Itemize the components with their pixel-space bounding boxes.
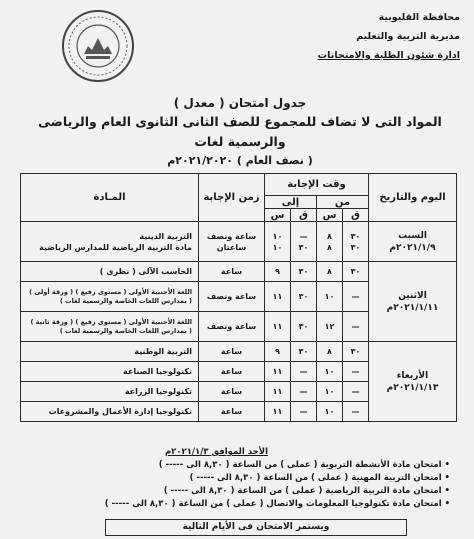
- day-date: ٢٠٢١/١/١٣م: [386, 382, 439, 393]
- to-minute: —: [291, 382, 317, 402]
- to-hour: ١١: [265, 402, 291, 422]
- to-hour: ١٠: [272, 242, 283, 252]
- title-line-3: ( نصف العام ) ٢٠٢١/٢٠٢٠م: [167, 154, 313, 167]
- ministry-header: [290, 8, 460, 65]
- to-minute: —: [291, 402, 317, 422]
- governorate-label: محافظة القليوبية: [378, 12, 460, 23]
- to-hour: ١١: [265, 312, 291, 342]
- col-header-from: من: [317, 196, 369, 209]
- from-hour: ٨: [327, 242, 332, 252]
- to-minute-cell: [291, 222, 317, 262]
- to-minute: —: [299, 231, 308, 241]
- table-row: [21, 222, 457, 262]
- to-hour: ١٠: [272, 231, 283, 241]
- col-header-to-minute: ق: [291, 209, 317, 222]
- col-header-to-hour: س: [265, 209, 291, 222]
- table-row: [21, 262, 457, 282]
- from-hour: ١٠: [317, 402, 343, 422]
- col-header-from-minute: ق: [343, 209, 369, 222]
- subject: الحاسب الآلى ( نظرى ): [99, 267, 192, 276]
- subject-cell: [21, 402, 199, 422]
- to-minute: ٣٠: [291, 312, 317, 342]
- to-hour: ٩: [265, 342, 291, 362]
- from-hour: ١٢: [317, 312, 343, 342]
- subject: التربية الدينية: [139, 231, 192, 241]
- col-header-to: إلى: [265, 196, 317, 209]
- subject-note: ( بمدارس اللغات الخاصة والرسمية لغات ): [59, 296, 192, 305]
- subject-cell: [21, 312, 199, 342]
- from-minute: ٣٠: [343, 342, 369, 362]
- from-minute-cell: [343, 222, 369, 262]
- subject: اللغة الأجنبية الأولى ( مستوى رفيع ) ( ورقة أولى ): [29, 287, 192, 296]
- from-minute: ٣٠: [350, 231, 361, 241]
- to-minute: ٣٠: [291, 282, 317, 312]
- exam-schedule-table: [20, 173, 457, 422]
- subject: تكنولوجيا الصناعة: [123, 367, 192, 376]
- duration: ساعتان: [216, 242, 247, 252]
- to-minute: ٣٠: [298, 242, 309, 252]
- subject: مادة التربية الرياضية للمدارس الرياضية: [39, 242, 192, 252]
- from-hour: ٨: [327, 231, 332, 241]
- duration: ساعة: [199, 382, 265, 402]
- subject-cell: [21, 362, 199, 382]
- list-item: • امتحان مادة الأنشطة التربوية ( عملى ) من الساعة ( ٨,٣٠ الى ----- ): [158, 460, 450, 470]
- duration: ساعة ونصف: [199, 282, 265, 312]
- subject-cell: [21, 222, 199, 262]
- day-cell: [369, 222, 457, 262]
- subject-note: ( بمدارس اللغات الخاصة والرسمية لغات ): [59, 326, 192, 335]
- col-header-subject: المـادة: [21, 174, 199, 222]
- to-hour: ٩: [265, 262, 291, 282]
- to-hour: ١١: [265, 362, 291, 382]
- to-hour-cell: [265, 222, 291, 262]
- day-date: ٢٠٢١/١/١١م: [386, 302, 439, 313]
- to-hour: ١١: [265, 282, 291, 312]
- duration: ساعة: [199, 342, 265, 362]
- to-minute: —: [291, 362, 317, 382]
- from-minute: —: [343, 282, 369, 312]
- sunday-heading: الأحد الموافق ٢٠٢١/١/٣م: [164, 447, 268, 457]
- duration-cell: [199, 222, 265, 262]
- to-hour: ١١: [265, 382, 291, 402]
- directorate-label: مديرية التربية والتعليم: [356, 31, 460, 42]
- from-hour: ١٠: [317, 382, 343, 402]
- subject-cell: [21, 342, 199, 362]
- duration: ساعة: [199, 362, 265, 382]
- day-name: الاثنين: [398, 290, 427, 301]
- col-header-answer-time: وقت الإجابة: [265, 174, 369, 196]
- schedule-title: [20, 94, 460, 170]
- subject-cell: [21, 262, 199, 282]
- from-minute: —: [343, 382, 369, 402]
- list-item: • امتحان التربية المهنية ( عملى ) من الساعة ( ٨,٣٠ الى ----- ): [189, 473, 450, 483]
- footer-note: ويستمر الامتحان فى الأيام التالية: [105, 519, 407, 536]
- col-header-from-hour: س: [317, 209, 343, 222]
- from-hour: ١٠: [317, 282, 343, 312]
- from-minute: ٣٠: [350, 242, 361, 252]
- governorate-seal-icon: [60, 8, 136, 84]
- subject-cell: [21, 282, 199, 312]
- from-hour: ١٠: [317, 362, 343, 382]
- day-cell: [369, 262, 457, 342]
- list-item: • امتحان مادة التربية الرياضية ( عملى ) من الساعة ( ٨,٣٠ الى ----- ): [163, 486, 450, 496]
- subject: تكنولوجيا الزراعة: [124, 387, 192, 396]
- to-minute: ٣٠: [291, 262, 317, 282]
- from-minute: ٣٠: [343, 262, 369, 282]
- subject-cell: [21, 382, 199, 402]
- subject: تكنولوجيا إدارة الأعمال والمشروعات: [48, 407, 192, 416]
- day-name: السبت: [398, 230, 427, 241]
- subject: التربية الوطنية: [134, 347, 192, 356]
- department-label: ادارة شئون الطلبة والامتحانات: [317, 50, 460, 61]
- subject: اللغة الأجنبية الأولى ( مستوى رفيع ) ( ورقة ثانية ): [30, 317, 192, 326]
- col-header-day-date: اليوم والتاريخ: [369, 174, 457, 222]
- duration: ساعة: [199, 262, 265, 282]
- day-name: الأربعاء: [396, 370, 429, 381]
- day-cell: [369, 342, 457, 422]
- from-minute: —: [343, 362, 369, 382]
- title-line-1: جدول امتحان ( معدل ): [173, 96, 307, 110]
- sunday-practical-exams: [20, 446, 456, 511]
- from-hour-cell: [317, 222, 343, 262]
- from-hour: ٨: [317, 262, 343, 282]
- to-minute: ٣٠: [291, 342, 317, 362]
- duration: ساعة ونصف: [206, 231, 257, 241]
- from-minute: —: [343, 402, 369, 422]
- table-row: [21, 342, 457, 362]
- list-item: • امتحان مادة تكنولوجيا المعلومات والاتصال ( عملى ) من الساعة ( ٨,٣٠ الى ----- ): [104, 499, 450, 509]
- day-date: ٢٠٢١/١/٩م: [389, 242, 436, 253]
- title-line-2: المواد التى لا تضاف للمجموع للصف الثانى الثانوى العام والرياضى والرسمية لغات: [38, 114, 442, 149]
- col-header-duration: زمن الإجابة: [199, 174, 265, 222]
- from-hour: ٨: [317, 342, 343, 362]
- from-minute: —: [343, 312, 369, 342]
- duration: ساعة ونصف: [199, 312, 265, 342]
- duration: ساعة: [199, 402, 265, 422]
